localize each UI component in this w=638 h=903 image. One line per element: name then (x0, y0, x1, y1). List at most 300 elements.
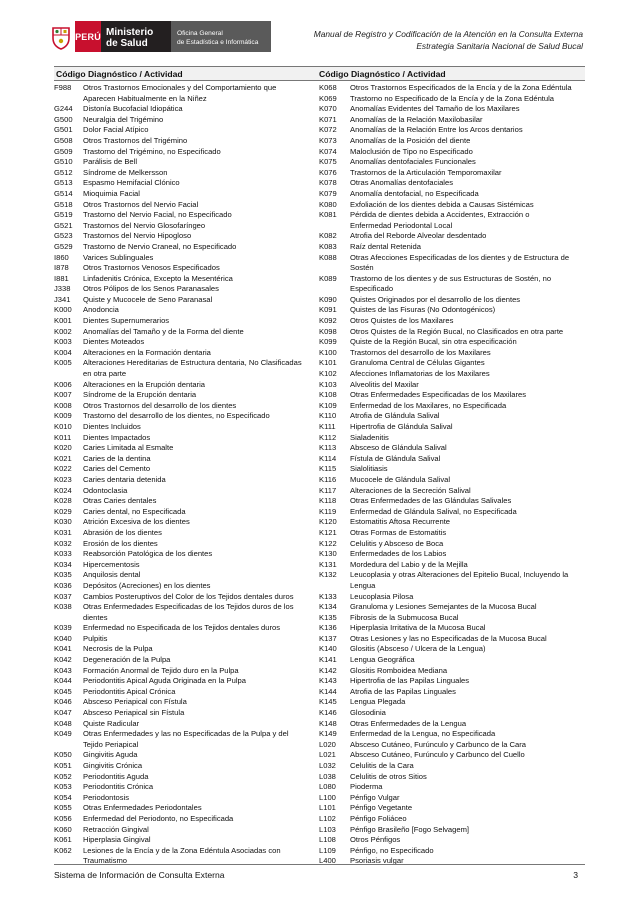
diagnosis-code: K112 (319, 432, 337, 442)
diagnosis-description: Leucoplasia y otras Alteraciones del Epitelio Bucal, Incluyendo la (350, 570, 569, 580)
table-row (54, 411, 317, 422)
diagnosis-code: K117 (319, 485, 337, 495)
diagnosis-description: Necrosis de la Pulpa (83, 644, 153, 654)
diagnosis-code: K045 (54, 686, 72, 696)
diagnosis-code: K008 (54, 400, 72, 410)
diagnosis-code: K102 (319, 369, 337, 379)
diagnosis-description: Trastornos del Nervio Glosofaríngeo (83, 220, 206, 230)
table-row (54, 231, 317, 242)
diagnosis-code: K082 (319, 231, 337, 241)
diagnosis-description: Hiperplasia Irritativa de la Mucosa Bucal (350, 623, 486, 633)
table-row (54, 263, 317, 274)
office-line-2: de Estadística e Informática (177, 38, 259, 46)
table-row (317, 772, 585, 783)
diagnosis-description: Alteraciones de la Secreción Salival (350, 485, 471, 495)
table-row (317, 825, 585, 836)
table-row (317, 454, 585, 465)
left-rows (54, 81, 317, 867)
table-row (317, 337, 585, 348)
diagnosis-description: Psoriasis vulgar (350, 856, 404, 866)
diagnosis-description: Quistes Originados por el desarrollo de los dientes (350, 294, 521, 304)
table-row-continuation (317, 581, 585, 592)
diagnosis-code: K062 (54, 845, 72, 855)
diagnosis-code: K039 (54, 623, 72, 633)
table-row (317, 496, 585, 507)
table-row (54, 125, 317, 136)
diagnosis-description: Celulitis de otros Sitios (350, 771, 427, 781)
diagnosis-code: K011 (54, 432, 72, 442)
diagnosis-code: K044 (54, 676, 72, 686)
diagnosis-description: Trastorno no Especificado de la Encía y de la Zona Edéntula (350, 93, 555, 103)
diagnosis-description: Hipertrofia de las Papilas Linguales (350, 676, 470, 686)
table-row (54, 443, 317, 454)
table-row (54, 803, 317, 814)
diagnosis-code: L103 (319, 824, 336, 834)
diagnosis-description: Degeneración de la Pulpa (83, 655, 171, 665)
table-row (54, 168, 317, 179)
diagnosis-description: Periodontosis (83, 792, 130, 802)
diagnosis-description: Pérdida de dientes debida a Accidentes, Extracción o (350, 210, 530, 220)
diagnosis-description: Atrofia de Glándula Salival (350, 411, 440, 421)
table-row (317, 305, 585, 316)
table-row (54, 305, 317, 316)
diagnosis-description: Anomalías de la Posición del diente (350, 135, 471, 145)
diagnosis-description: Caries dental, no Especificada (83, 506, 186, 516)
table-row (317, 835, 585, 846)
diagnosis-description: Otros Trastornos del Trigémino (83, 135, 188, 145)
table-row (317, 189, 585, 200)
table-row (54, 634, 317, 645)
left-column-header: Código Diagnóstico / Actividad (54, 66, 317, 81)
table-row (317, 708, 585, 719)
diagnosis-description: Lengua Plegada (350, 697, 406, 707)
table-row (54, 782, 317, 793)
table-row (54, 348, 317, 359)
table-row (54, 539, 317, 550)
diagnosis-code: K074 (319, 146, 337, 156)
diagnosis-code: K002 (54, 326, 72, 336)
table-row (317, 104, 585, 115)
diagnosis-code: L400 (319, 856, 336, 866)
diagnosis-code: K042 (54, 655, 72, 665)
diagnosis-description: Anomalías del Tamaño y de la Forma del diente (83, 326, 244, 336)
diagnosis-code: K073 (319, 135, 337, 145)
diagnosis-code (54, 369, 83, 380)
diagnosis-description: Especificado (350, 284, 394, 294)
table-row (54, 253, 317, 264)
diagnosis-code (54, 740, 83, 751)
diagnosis-description: Mordedura del Labio y de la Mejilla (350, 559, 468, 569)
diagnosis-code: K076 (319, 167, 337, 177)
table-row (317, 507, 585, 518)
diagnosis-code: K122 (319, 538, 337, 548)
diagnosis-description: Síndrome de la Erupción dentaria (83, 390, 197, 400)
table-row-continuation (317, 263, 585, 274)
table-row (317, 634, 585, 645)
diagnosis-description: Varices Sublinguales (83, 252, 154, 262)
diagnosis-code: K116 (319, 474, 337, 484)
table-row (54, 602, 317, 613)
diagnosis-description: Quiste de la Región Bucal, sin otra especificación (350, 337, 517, 347)
diagnosis-code: L100 (319, 792, 336, 802)
diagnosis-code: G509 (54, 146, 73, 156)
page-number: 3 (573, 870, 578, 880)
diagnosis-description: Pénfigo Foliáceo (350, 813, 407, 823)
diagnosis-code: I860 (54, 252, 69, 262)
diagnosis-description: Pioderma (350, 782, 383, 792)
diagnosis-description: Otros Quistes de la Región Bucal, no Clasificados en otra parte (350, 326, 564, 336)
diagnosis-description: Otros Trastornos del Nervio Facial (83, 199, 199, 209)
diagnosis-code: K061 (54, 835, 72, 845)
diagnosis-code: K135 (319, 612, 337, 622)
table-row (54, 337, 317, 348)
table-row (54, 750, 317, 761)
diagnosis-description: Quistes de las Fisuras (No Odontogénicos) (350, 305, 496, 315)
table-row (54, 433, 317, 444)
footer-divider (54, 864, 585, 865)
diagnosis-description: Hiperplasia Gingival (83, 835, 151, 845)
table-row (54, 708, 317, 719)
table-row (54, 772, 317, 783)
diagnosis-description: Alteraciones Hereditarias de Estructura dentaria, No Clasificadas (83, 358, 302, 368)
table-row (54, 401, 317, 412)
diagnosis-description: Lengua Geográfica (350, 655, 415, 665)
diagnosis-description: Alteraciones en la Formación dentaria (83, 347, 211, 357)
diagnosis-description: Pénfigo Vegetante (350, 803, 413, 813)
diagnosis-code: K088 (319, 252, 337, 262)
diagnosis-code: K041 (54, 644, 72, 654)
diagnosis-code: K109 (319, 400, 337, 410)
diagnosis-code: G244 (54, 104, 73, 114)
diagnosis-code: K120 (319, 517, 337, 527)
diagnosis-description: Otros Trastornos del desarrollo de los dientes (83, 400, 237, 410)
diagnosis-description: Anomalías Evidentes del Tamaño de los Maxilares (350, 104, 520, 114)
table-row (317, 602, 585, 613)
table-row (54, 592, 317, 603)
table-row (317, 327, 585, 338)
table-row (54, 676, 317, 687)
table-row (54, 200, 317, 211)
table-row (54, 644, 317, 655)
table-row (54, 729, 317, 740)
coat-of-arms-icon (47, 21, 75, 52)
table-row (54, 115, 317, 126)
diagnosis-code: L021 (319, 750, 336, 760)
diagnosis-description: Otras Formas de Estomatitis (350, 527, 447, 537)
diagnosis-description: Neuralgia del Trigémino (83, 114, 164, 124)
ministry-line-2: de Salud (106, 37, 148, 49)
diagnosis-description: Enfermedad de Glándula Salival, no Especificada (350, 506, 517, 516)
table-row (317, 666, 585, 677)
diagnosis-code: K134 (319, 602, 337, 612)
diagnosis-code: K001 (54, 316, 72, 326)
table-row (317, 814, 585, 825)
table-row (54, 380, 317, 391)
table-row (54, 697, 317, 708)
diagnosis-description: Hipercementosis (83, 559, 140, 569)
diagnosis-description: Absceso Cutáneo, Furúnculo y Carbunco de la Cara (350, 739, 527, 749)
table-row (54, 327, 317, 338)
table-row (317, 592, 585, 603)
diagnosis-code: K047 (54, 708, 72, 718)
diagnosis-description: Absceso Cutáneo, Furúnculo y Carbunco del Cuello (350, 750, 525, 760)
diagnosis-description: Celulitis de la Cara (350, 761, 414, 770)
table-row (317, 793, 585, 804)
table-row (54, 242, 317, 253)
diagnosis-code: K023 (54, 474, 72, 484)
diagnosis-code: K103 (319, 379, 337, 389)
table-row (54, 454, 317, 465)
diagnosis-code: K113 (319, 443, 337, 453)
table-row (317, 83, 585, 94)
table-row (54, 570, 317, 581)
diagnosis-code: K056 (54, 813, 72, 823)
diagnosis-description: Trastorno del Nervio Facial, no Especificado (83, 210, 232, 220)
diagnosis-code: G500 (54, 114, 73, 124)
diagnosis-description: Lesiones de la Encía y de la Zona Edéntula Asociadas con (83, 845, 281, 855)
table-row (317, 613, 585, 624)
diagnosis-code: K052 (54, 771, 72, 781)
table-row-continuation (54, 856, 317, 867)
table-row (317, 697, 585, 708)
diagnosis-description: Traumatismo (83, 856, 128, 866)
diagnosis-description: Linfadenitis Crónica, Excepto la Mesentérica (83, 273, 233, 283)
diagnosis-description: Retracción Gingival (83, 824, 149, 834)
diagnosis-description: Odontoclasia (83, 485, 128, 495)
diagnosis-code: K121 (319, 527, 337, 537)
diagnosis-code: K007 (54, 390, 72, 400)
table-row (54, 655, 317, 666)
diagnosis-description: Caries del Cemento (83, 464, 151, 474)
diagnosis-description: Anomalías de la Relación Maxilobasilar (350, 114, 483, 124)
diagnosis-description: Anquilosis dental (83, 570, 141, 580)
table-row (54, 793, 317, 804)
diagnosis-description: Reabsorción Patológica de los dientes (83, 549, 213, 559)
diagnosis-description: Caries dentaria detenida (83, 474, 166, 484)
diagnosis-code: K137 (319, 633, 337, 643)
diagnosis-description: Otras Afecciones Especificadas de los dientes y de Estructura de (350, 252, 570, 262)
diagnosis-description: Absceso de Glándula Salival (350, 443, 447, 453)
diagnosis-code: K118 (319, 496, 337, 506)
table-row-continuation (54, 94, 317, 105)
diagnosis-code: G519 (54, 210, 73, 220)
diagnosis-code: K021 (54, 453, 72, 463)
diagnosis-description: Otras Enfermedades de las Glándulas Salivales (350, 496, 512, 506)
diagnosis-description: Hipertrofia de Glándula Salival (350, 422, 453, 431)
diagnosis-description: Abrasión de los dientes (83, 527, 162, 537)
diagnosis-description: Gingivitis Aguda (83, 750, 138, 760)
diagnosis-code: K098 (319, 326, 337, 336)
diagnosis-description: Absceso Periapical con Fístula (83, 697, 187, 707)
diagnosis-description: Enfermedad Periodontal Local (350, 220, 453, 230)
diagnosis-description: Parálisis de Bell (83, 157, 138, 167)
diagnosis-code: K075 (319, 157, 337, 167)
table-row (317, 200, 585, 211)
diagnosis-code: K036 (54, 580, 72, 590)
diagnosis-code: I878 (54, 263, 69, 273)
diagnosis-code: K141 (319, 655, 337, 665)
table-row (54, 528, 317, 539)
diagnosis-description: Enfermedades de los Labios (350, 549, 447, 559)
diagnosis-code (54, 613, 83, 624)
diagnosis-code: K040 (54, 633, 72, 643)
diagnosis-code: K111 (319, 422, 336, 431)
ministry-logo (47, 21, 271, 52)
diagnosis-code: K142 (319, 665, 337, 675)
diagnosis-code: L108 (319, 835, 336, 845)
diagnosis-code (317, 581, 350, 592)
diagnosis-code: K024 (54, 485, 72, 495)
diagnosis-description: Otros Quistes de los Maxilares (350, 316, 454, 326)
table-row (54, 358, 317, 369)
diagnosis-code: G521 (54, 220, 73, 230)
table-row (317, 422, 585, 433)
table-row (317, 411, 585, 422)
table-row (317, 570, 585, 581)
peru-label: PERÚ (75, 21, 101, 52)
diagnosis-code: K090 (319, 294, 337, 304)
document-title (314, 29, 583, 52)
table-row (317, 740, 585, 751)
diagnosis-code: K149 (319, 729, 337, 739)
diagnosis-code: I881 (54, 273, 69, 283)
table-row (54, 189, 317, 200)
table-row (317, 231, 585, 242)
table-row (317, 549, 585, 560)
table-row (317, 803, 585, 814)
diagnosis-description: Anomalía dentofacial, no Especificada (350, 188, 479, 198)
diagnosis-code: K119 (319, 506, 337, 516)
diagnosis-code: K108 (319, 390, 337, 400)
diagnosis-code: J341 (54, 294, 71, 304)
diagnosis-code: L101 (319, 803, 336, 813)
table-row-continuation (317, 284, 585, 295)
table-row (317, 856, 585, 867)
diagnosis-code: K029 (54, 506, 72, 516)
diagnosis-code: K091 (319, 305, 337, 315)
diagnosis-description: Atrofia del Reborde Alveolar desdentado (350, 231, 487, 241)
diagnosis-code: L032 (319, 761, 336, 770)
table-row (317, 846, 585, 857)
table-row (54, 316, 317, 327)
table-row (317, 178, 585, 189)
diagnosis-description: Alveolitis del Maxilar (350, 379, 419, 389)
diagnosis-description: Dientes Moteados (83, 337, 145, 347)
diagnosis-description: Formación Anormal de Tejido duro en la Pulpa (83, 665, 239, 675)
diagnosis-code: K148 (319, 718, 337, 728)
table-row (317, 655, 585, 666)
diagnosis-code: L102 (319, 813, 336, 823)
diagnosis-description: Afecciones Inflamatorias de los Maxilares (350, 369, 490, 379)
table-row (317, 390, 585, 401)
diagnosis-code: K035 (54, 570, 72, 580)
diagnosis-code: K050 (54, 750, 72, 760)
diagnosis-description: Aparecen Habitualmente en la Niñez (83, 93, 207, 103)
table-row (317, 528, 585, 539)
diagnosis-description: Espasmo Hemifacial Clónico (83, 178, 180, 188)
diagnosis-description: Enfermedad del Periodonto, no Especificada (83, 813, 234, 823)
table-row (317, 475, 585, 486)
diagnosis-description: Distonía Bucofacial Idiopática (83, 104, 183, 114)
table-row (317, 644, 585, 655)
diagnosis-code: L038 (319, 771, 336, 781)
table-row (54, 178, 317, 189)
table-row (54, 846, 317, 857)
office-line-1: Oficina General (177, 29, 223, 37)
diagnosis-description: Periodontitis Apical Aguda Originada en la Pulpa (83, 676, 246, 686)
diagnosis-description: Anomalías dentofaciales Funcionales (350, 157, 476, 167)
diagnosis-code: K136 (319, 623, 337, 633)
diagnosis-description: Glositis (Absceso / Ulcera de la Lengua) (350, 644, 486, 654)
diagnosis-description: Síndrome de Melkersson (83, 167, 168, 177)
diagnosis-description: Otras Caries dentales (83, 496, 157, 506)
table-row (317, 719, 585, 730)
table-row (317, 623, 585, 634)
diagnosis-description: Sostén (350, 263, 374, 273)
diagnosis-code: G513 (54, 178, 73, 188)
diagnosis-code: K048 (54, 718, 72, 728)
diagnosis-description: Fibrosis de la Submucosa Bucal (350, 612, 459, 622)
diagnosis-description: Otras Enfermedades de la Lengua (350, 718, 467, 728)
table-row (54, 475, 317, 486)
table-row (317, 316, 585, 327)
diagnosis-code: G512 (54, 167, 73, 177)
diagnosis-description: dientes (83, 612, 108, 622)
diagnosis-code: K055 (54, 803, 72, 813)
table-row (54, 284, 317, 295)
table-row (54, 83, 317, 94)
table-row (317, 750, 585, 761)
diagnosis-code: K060 (54, 824, 72, 834)
diagnosis-code: K078 (319, 178, 337, 188)
diagnosis-code: K081 (319, 210, 337, 220)
table-row (54, 496, 317, 507)
diagnosis-code: K028 (54, 496, 72, 506)
diagnosis-description: Mucocele de Glándula Salival (350, 474, 451, 484)
table-row (317, 115, 585, 126)
diagnosis-description: Pénfigo Brasileño [Fogo Selvagem] (350, 824, 470, 834)
diagnosis-description: Otros Trastornos Especificados de la Encía y de la Zona Edéntula (350, 83, 572, 92)
diagnosis-code: K145 (319, 697, 337, 707)
right-column (317, 66, 585, 867)
table-row (317, 348, 585, 359)
diagnosis-description: Periodontitis Aguda (83, 771, 149, 781)
diagnosis-code (54, 856, 83, 867)
table-row (317, 443, 585, 454)
diagnosis-description: Dolor Facial Atípico (83, 125, 149, 135)
diagnosis-code: K020 (54, 443, 72, 453)
diagnosis-description: Sialolitiasis (350, 464, 388, 474)
table-row-continuation (54, 613, 317, 624)
diagnosis-code: G514 (54, 188, 73, 198)
table-row (54, 517, 317, 528)
diagnosis-description: Cambios Posteruptivos del Color de los Tejidos dentales duros (83, 591, 294, 601)
diagnosis-description: Quiste y Mucocele de Seno Paranasal (83, 294, 213, 304)
diagnosis-code: L020 (319, 739, 336, 749)
table-row (54, 295, 317, 306)
diagnosis-description: Dientes Supernumerarios (83, 316, 170, 326)
table-row (54, 687, 317, 698)
diagnosis-code: K046 (54, 697, 72, 707)
table-row (54, 136, 317, 147)
diagnosis-code: K130 (319, 549, 337, 559)
table-row (317, 687, 585, 698)
diagnosis-description: Pénfigo Vulgar (350, 792, 400, 802)
diagnosis-description: Enfermedad de los Maxilares, no Especificada (350, 400, 507, 410)
document-title-line-1: Manual de Registro y Codificación de la Atención en la Consulta Externa (313, 29, 583, 39)
table-row (317, 125, 585, 136)
diagnosis-description: Erosión de los dientes (83, 538, 158, 548)
